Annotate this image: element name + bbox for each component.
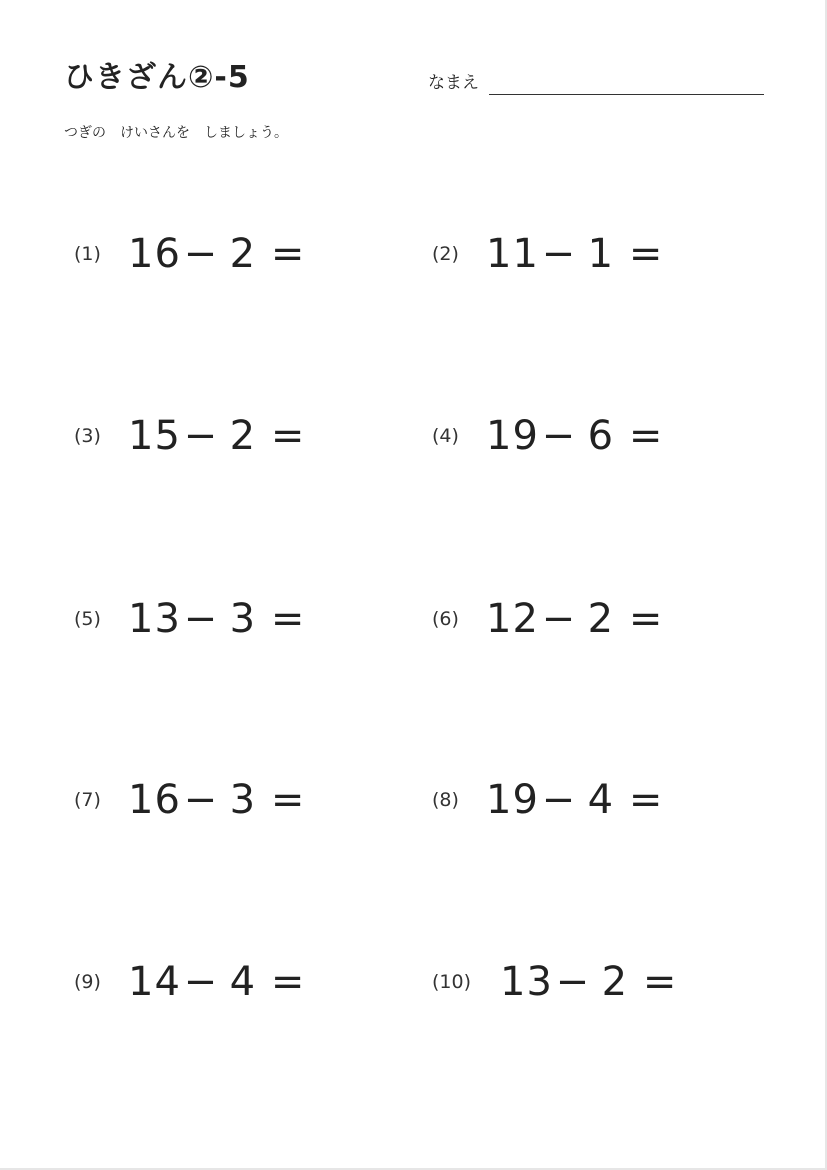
subtrahend: 4 — [229, 959, 257, 1005]
equals-sign: = — [628, 777, 664, 823]
minus-sign: − — [541, 596, 577, 642]
problem-number: (9) — [74, 971, 101, 993]
minuend: 19 — [486, 777, 539, 823]
minuend: 16 — [128, 231, 181, 277]
minuend: 19 — [486, 413, 539, 459]
name-write-line[interactable] — [489, 94, 764, 95]
problem-9 — [74, 952, 306, 1012]
problem-6 — [432, 589, 664, 649]
minus-sign: − — [183, 596, 219, 642]
minus-sign: − — [541, 413, 577, 459]
problem-number: (10) — [432, 971, 472, 993]
minus-sign: − — [183, 413, 219, 459]
minuend: 13 — [128, 596, 181, 642]
minuend: 11 — [486, 231, 539, 277]
problem-number: (6) — [432, 608, 459, 630]
minuend: 15 — [128, 413, 181, 459]
equals-sign: = — [628, 596, 664, 642]
subtrahend: 1 — [587, 231, 615, 277]
problem-4 — [432, 406, 664, 466]
equals-sign: = — [270, 231, 306, 277]
problem-expression — [486, 777, 664, 823]
problem-10 — [432, 952, 678, 1012]
subtrahend: 3 — [229, 596, 257, 642]
subtrahend: 4 — [587, 777, 615, 823]
minuend: 14 — [128, 959, 181, 1005]
subtrahend: 2 — [229, 413, 257, 459]
name-area — [428, 68, 764, 96]
problem-expression — [486, 231, 664, 277]
worksheet-title: ひきざん②-5 — [64, 60, 250, 95]
minus-sign: − — [541, 777, 577, 823]
subtrahend: 3 — [229, 777, 257, 823]
equals-sign: = — [642, 959, 678, 1005]
problem-number: (5) — [74, 608, 101, 630]
problem-expression — [128, 413, 306, 459]
equals-sign: = — [270, 413, 306, 459]
problem-number: (2) — [432, 243, 459, 265]
minus-sign: − — [183, 959, 219, 1005]
problem-expression — [486, 413, 664, 459]
problem-number: (1) — [74, 243, 101, 265]
minuend: 13 — [500, 959, 553, 1005]
subtrahend: 2 — [601, 959, 629, 1005]
name-label: なまえ — [428, 73, 479, 93]
minus-sign: − — [555, 959, 591, 1005]
problem-expression — [128, 777, 306, 823]
problem-3 — [74, 406, 306, 466]
problem-expression — [128, 959, 306, 1005]
equals-sign: = — [270, 596, 306, 642]
subtrahend: 2 — [229, 231, 257, 277]
equals-sign: = — [270, 959, 306, 1005]
problem-expression — [500, 959, 678, 1005]
minuend: 16 — [128, 777, 181, 823]
problem-7 — [74, 770, 306, 830]
problem-number: (3) — [74, 425, 101, 447]
minus-sign: − — [183, 231, 219, 277]
equals-sign: = — [628, 231, 664, 277]
minuend: 12 — [486, 596, 539, 642]
problem-8 — [432, 770, 664, 830]
problem-number: (7) — [74, 789, 101, 811]
problem-number: (8) — [432, 789, 459, 811]
problem-expression — [128, 231, 306, 277]
problem-5 — [74, 589, 306, 649]
problem-expression — [128, 596, 306, 642]
problem-number: (4) — [432, 425, 459, 447]
instruction-text: つぎの けいさんを しましょう。 — [64, 125, 288, 141]
problem-1 — [74, 224, 306, 284]
minus-sign: − — [183, 777, 219, 823]
problem-expression — [486, 596, 664, 642]
equals-sign: = — [628, 413, 664, 459]
subtrahend: 2 — [587, 596, 615, 642]
problem-2 — [432, 224, 664, 284]
subtrahend: 6 — [587, 413, 615, 459]
minus-sign: − — [541, 231, 577, 277]
equals-sign: = — [270, 777, 306, 823]
